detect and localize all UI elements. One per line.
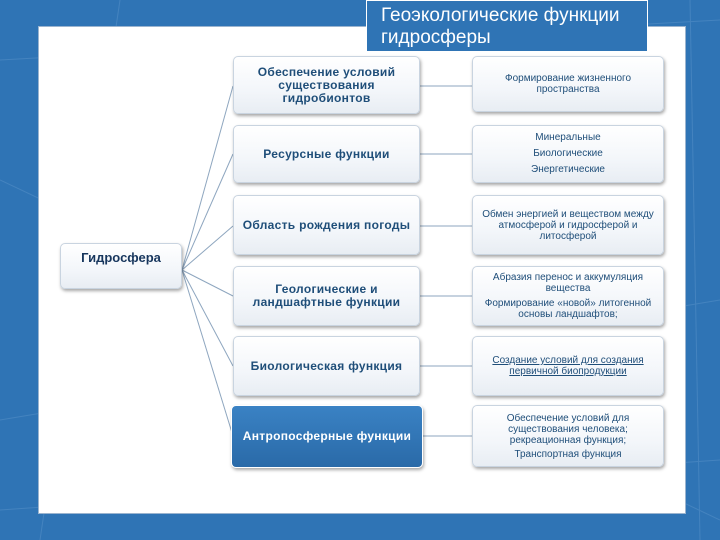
- detail-box-weather: [472, 195, 664, 255]
- slide-title: Геоэкологические функции гидросферы: [366, 0, 648, 52]
- detail-text: Обеспечение условий для существования человека;: [506, 412, 630, 435]
- detail-box-resources: [472, 125, 664, 183]
- detail-text: Минеральные: [535, 132, 601, 143]
- detail-box-biological: [472, 336, 664, 396]
- detail-box-hydrobionts: [472, 56, 664, 112]
- detail-text: Обмен энергией и веществом между атмосферой и гидросферой и литосферой: [482, 208, 654, 242]
- function-box-hydrobionts: Обеспечение условий существования гидробионтов: [233, 56, 420, 114]
- detail-text: Формирование жизненного пространства: [504, 73, 632, 95]
- detail-text: Формирование «новой» литогенной основы ландшафтов;: [484, 298, 652, 320]
- detail-text: Транспортная функция: [514, 448, 622, 460]
- detail-text: Энергетические: [531, 164, 605, 175]
- detail-box-geological: [472, 266, 664, 326]
- detail-text: Абразия перенос и аккумуляция вещества: [492, 272, 644, 294]
- detail-text: рекреационная функция;: [509, 434, 627, 446]
- function-box-resources: Ресурсные функции: [233, 125, 420, 183]
- function-box-anthropospheric: Антропосферные функции: [231, 405, 423, 468]
- detail-text: Создание условий для создания первичной биопродукции: [492, 355, 644, 377]
- function-box-biological: Биологическая функция: [233, 336, 420, 396]
- function-box-geological: Геологические и ландшафтные функции: [233, 266, 420, 326]
- function-box-weather: Область рождения погоды: [233, 195, 420, 255]
- root-node-hydrosphere: Гидросфера: [60, 243, 182, 289]
- detail-box-anthropospheric: [472, 405, 664, 467]
- detail-text: Биологические: [533, 148, 603, 159]
